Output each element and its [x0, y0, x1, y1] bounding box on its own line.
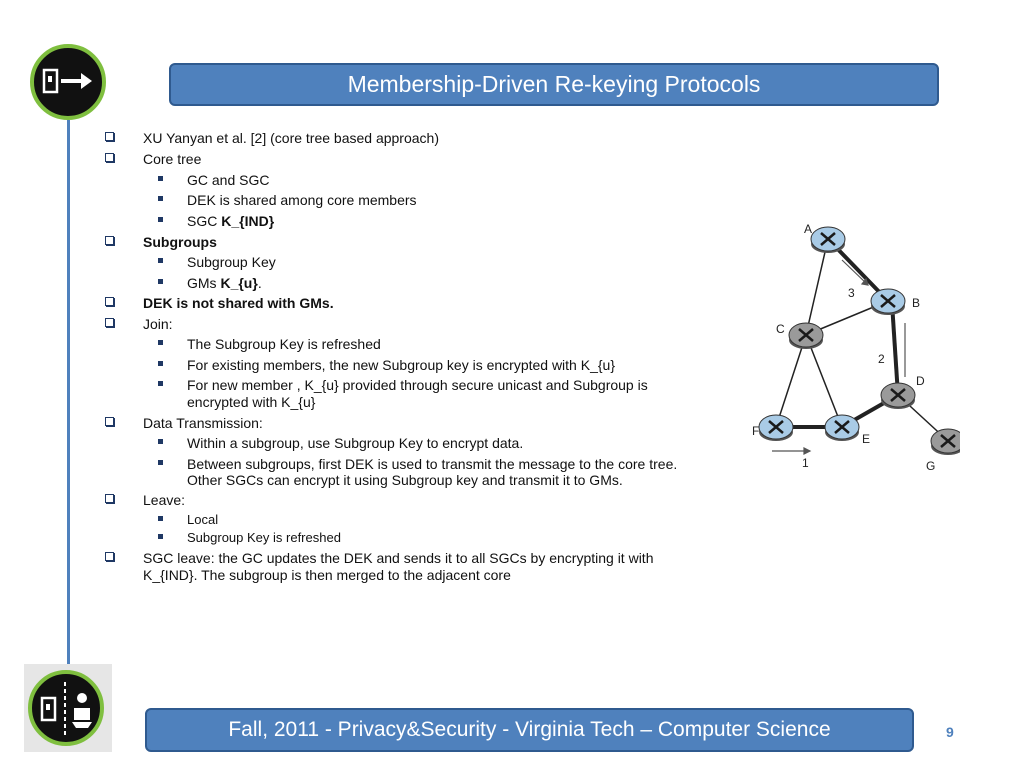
bullet-text-part: K_{IND} [221, 213, 275, 229]
bullet-text [187, 357, 615, 373]
bullet-text-part: Leave: [143, 492, 186, 508]
bullet-text-part: Subgroups [143, 234, 217, 250]
bullet-text [143, 295, 334, 311]
square-bullet-icon [105, 318, 114, 327]
small-square-bullet-icon [158, 176, 163, 181]
edge-step-label: 1 [802, 456, 809, 470]
edge-step-label: 3 [848, 286, 855, 300]
bullet-text-part: Core tree [143, 151, 202, 167]
left-divider-line [67, 120, 70, 665]
bullet-text-part: For existing members, the new Subgroup key is encrypted with K_{u} [187, 357, 615, 373]
small-square-bullet-icon [158, 361, 163, 366]
bullet-text [143, 567, 511, 583]
bullet-text [143, 492, 185, 508]
bullet-text-part: DEK is shared among core members [187, 192, 417, 208]
bullet-text [187, 213, 274, 229]
network-diagram [740, 215, 960, 470]
node-label: G [926, 459, 936, 470]
router-node-g [931, 429, 960, 455]
bullet-text-part: Subgroup Key is refreshed [187, 530, 341, 545]
exit-door-icon [30, 44, 106, 120]
bullet-text [187, 456, 677, 472]
bullet-text-part: Join: [143, 316, 173, 332]
small-square-bullet-icon [158, 217, 163, 222]
small-square-bullet-icon [158, 340, 163, 345]
bullet-text-part: Subgroup Key [187, 254, 276, 270]
bullet-text-part: encrypted with K_{u} [187, 394, 316, 410]
small-square-bullet-icon [158, 534, 163, 539]
small-square-bullet-icon [158, 516, 163, 521]
bullet-text [187, 394, 315, 410]
bullet-text-part: K_{IND}. The subgroup is then merged to the adjacent core [143, 567, 511, 583]
bullet-text-part: For new member , K_{u} provided through secure unicast and Subgroup is [187, 377, 648, 393]
node-label: C [776, 322, 785, 336]
bullet-text [187, 172, 269, 188]
bullet-text [187, 472, 623, 488]
edge-c-f [776, 335, 806, 427]
square-bullet-icon [105, 153, 114, 162]
slide-title [169, 63, 939, 106]
security-guard-icon [28, 670, 104, 746]
edge-a-c [806, 239, 828, 335]
bullet-text-part: GMs [187, 275, 221, 291]
bullet-text-part: . [257, 275, 262, 291]
small-square-bullet-icon [158, 439, 163, 444]
router-node-c [789, 323, 823, 349]
square-bullet-icon [105, 236, 114, 245]
bullet-text [187, 512, 218, 527]
node-label: A [804, 222, 813, 236]
bullet-text-part: Data Transmission: [143, 415, 263, 431]
bullet-text-part: SGC [187, 213, 222, 229]
node-label: B [912, 296, 921, 310]
router-node-b [871, 289, 905, 315]
square-bullet-icon [105, 417, 114, 426]
bullet-text [187, 254, 276, 270]
bullet-text-part: SGC leave: the GC updates the DEK and sends it to all SGCs by encrypting it with [143, 550, 654, 566]
bullet-text [187, 275, 262, 291]
bullet-text [187, 336, 381, 352]
slide-title-text: Membership-Driven Re-keying Protocols [347, 71, 761, 97]
square-bullet-icon [105, 552, 114, 561]
page-number: 9 [946, 724, 954, 740]
bullet-text [187, 530, 341, 545]
bullet-text [187, 192, 417, 208]
node-label: D [916, 374, 925, 388]
router-node-f [759, 415, 793, 441]
bullet-text-part: Between subgroups, first DEK is used to transmit the message to the core tree. [187, 456, 678, 472]
bullet-text [187, 377, 648, 393]
edge-c-e [806, 335, 842, 427]
small-square-bullet-icon [158, 258, 163, 263]
square-bullet-icon [105, 297, 114, 306]
router-node-d [881, 383, 915, 409]
bullet-text-part: DEK is not shared with GMs. [143, 295, 334, 311]
router-node-e [825, 415, 859, 441]
bullet-text-part: GC and SGC [187, 172, 270, 188]
small-square-bullet-icon [158, 460, 163, 465]
bullet-text [187, 435, 523, 451]
router-node-a [811, 227, 845, 253]
bullet-text [143, 415, 263, 431]
node-label: F [752, 424, 760, 438]
edge-b-d [892, 303, 898, 395]
bullet-text [143, 234, 217, 250]
bullet-text-part: Other SGCs can encrypt it using Subgroup key and transmit it to GMs. [187, 472, 623, 488]
bullet-text-part: K_{u} [220, 275, 258, 291]
bullet-text [143, 550, 653, 566]
bullet-text-part: XU Yanyan et al. [2] (core tree based approach) [143, 130, 439, 146]
slide-footer [145, 708, 914, 752]
small-square-bullet-icon [158, 279, 163, 284]
node-label: E [862, 432, 871, 446]
footer-text: Fall, 2011 - Privacy&Security - Virginia Tech – Computer Science [228, 718, 831, 741]
square-bullet-icon [105, 494, 114, 503]
edge-step-label: 2 [878, 352, 885, 366]
bullet-text [143, 151, 201, 167]
bullet-text [143, 316, 173, 332]
small-square-bullet-icon [158, 196, 163, 201]
small-square-bullet-icon [158, 381, 163, 386]
bullet-text-part: Local [187, 512, 219, 527]
bullet-text [143, 130, 439, 146]
bullet-text-part: Within a subgroup, use Subgroup Key to encrypt data. [187, 435, 524, 451]
bullet-text-part: The Subgroup Key is refreshed [187, 336, 381, 352]
square-bullet-icon [105, 132, 114, 141]
